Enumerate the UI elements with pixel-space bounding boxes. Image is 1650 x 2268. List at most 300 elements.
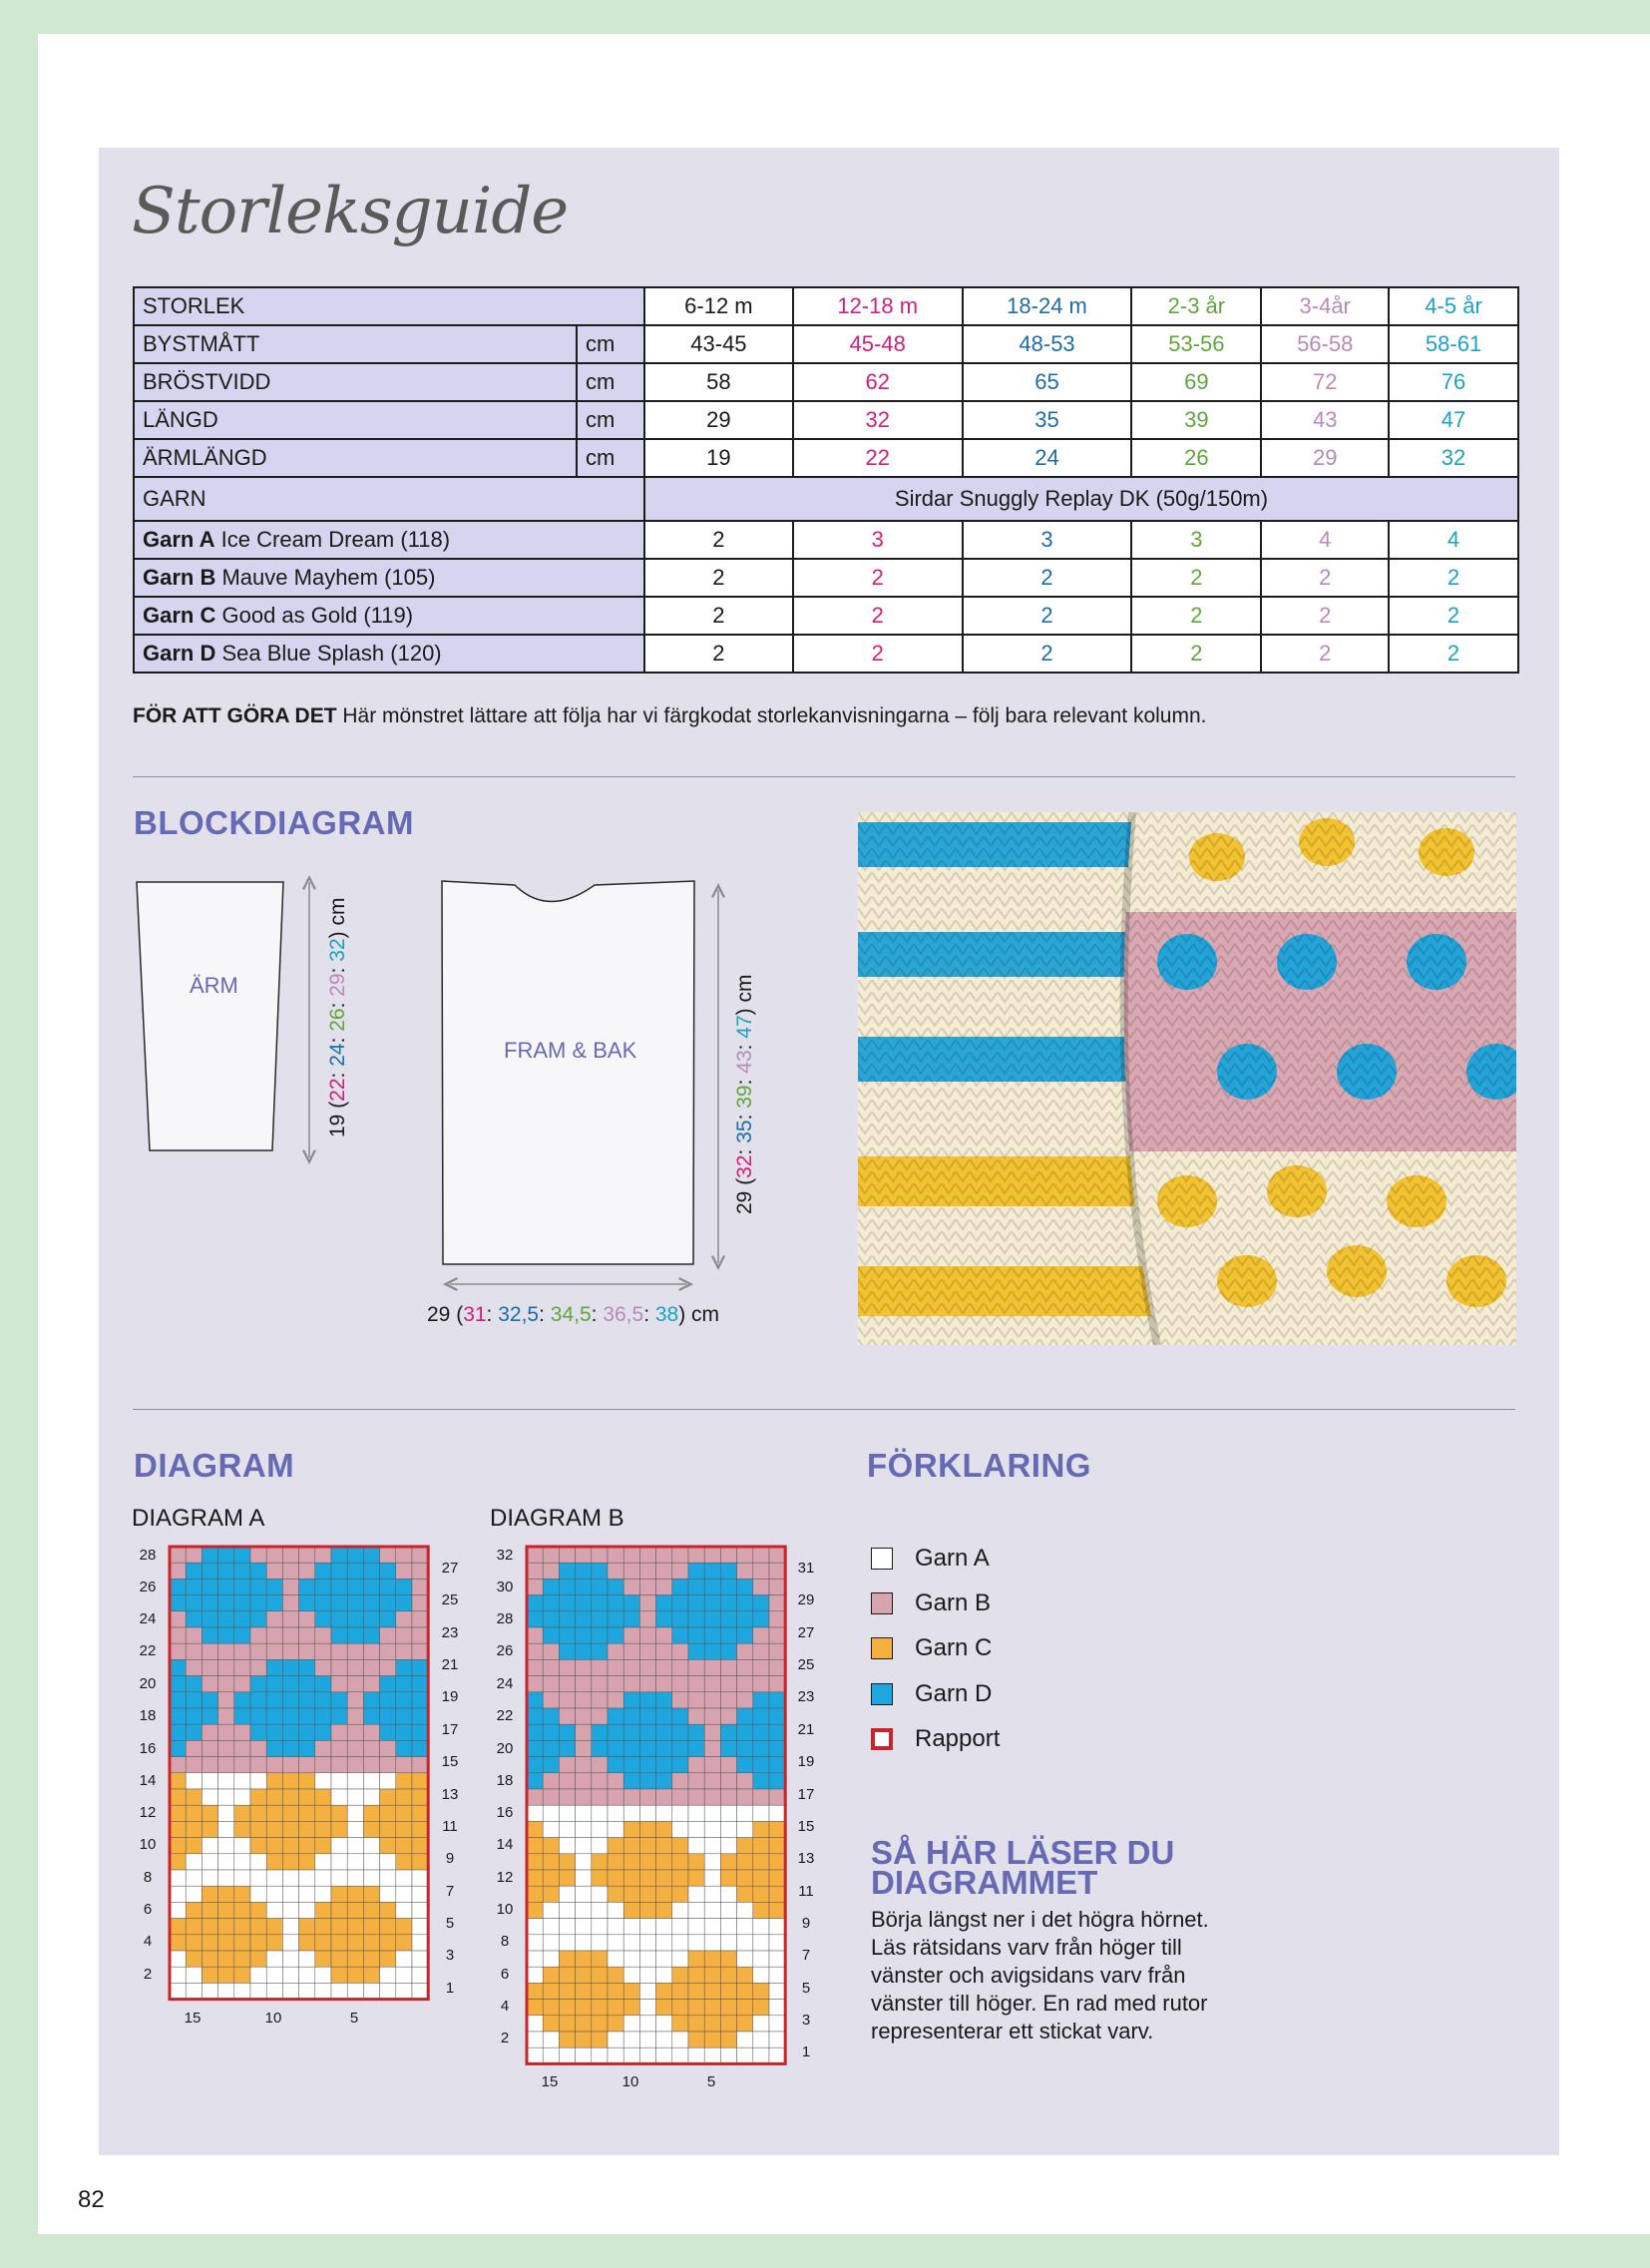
chart-cell (639, 1838, 655, 1854)
chart-cell (363, 1547, 379, 1563)
chart-cell (396, 1547, 412, 1563)
row-number: 19 (441, 1688, 459, 1705)
chart-cell (592, 1902, 608, 1918)
chart-cell (527, 1935, 543, 1951)
chart-cell (737, 1547, 753, 1563)
chart-cell (576, 1902, 592, 1918)
chart-cell (315, 1740, 331, 1756)
measure-unit: cm (577, 363, 644, 401)
chart-cell (543, 2016, 559, 2032)
chart-cell (737, 1967, 753, 1983)
chart-cell (363, 1611, 379, 1627)
chart-cell (218, 1805, 234, 1821)
chart-cell (737, 1563, 753, 1579)
chart-cell (218, 1919, 234, 1935)
chart-cell (672, 2000, 688, 2016)
chart-cell (559, 1773, 575, 1789)
row-number: 21 (797, 1721, 815, 1738)
chart-cell (412, 1838, 428, 1854)
chart-cell (266, 1579, 282, 1594)
chart-cell (363, 1773, 379, 1789)
cell: 2 (1131, 559, 1261, 597)
chart-cell (576, 2032, 592, 2047)
chart-cell (608, 1902, 623, 1918)
cell: 29 (1261, 439, 1389, 477)
chart-cell (720, 1659, 736, 1675)
page-number: 82 (78, 2186, 105, 2213)
chart-cell (299, 1595, 315, 1611)
chart-cell (576, 1724, 592, 1740)
chart-cell (704, 1789, 720, 1805)
chart-cell (623, 1854, 639, 1870)
chart-cell (202, 1821, 217, 1837)
table-row (134, 439, 1518, 477)
chart-cell (769, 1676, 785, 1692)
chart-cell (704, 1886, 720, 1902)
chart-cell (559, 2016, 575, 2032)
chart-cell (704, 1563, 720, 1579)
chart-cell (769, 1902, 785, 1918)
chart-cell (266, 1595, 282, 1611)
chart-cell (186, 1821, 202, 1837)
chart-cell (412, 1983, 428, 1999)
legend-item (871, 1545, 990, 1573)
table-row (134, 477, 1518, 521)
chart-cell (412, 1611, 428, 1627)
cell: 2 (963, 635, 1132, 673)
chart-cell (218, 1902, 234, 1918)
chart-cell (234, 1611, 250, 1627)
chart-cell (656, 2000, 672, 2016)
chart-cell (234, 1951, 250, 1967)
chart-cell (186, 1708, 202, 1724)
chart-cell (396, 1951, 412, 1967)
chart-cell (266, 1757, 282, 1773)
chart-cell (347, 1805, 363, 1821)
chart-cell (559, 1886, 575, 1902)
yarn-name: Garn B (143, 565, 216, 590)
chart-cell (543, 1692, 559, 1708)
swatch-icon (871, 1592, 893, 1614)
chart-cell (527, 1627, 543, 1643)
chart-cell (623, 1724, 639, 1740)
meas: 32,5 (498, 1303, 540, 1326)
chart-cell (186, 1724, 202, 1740)
chart-cell (218, 1563, 234, 1579)
chart-cell (737, 1595, 753, 1611)
chart-cell (380, 1563, 396, 1579)
chart-cell (559, 1708, 575, 1724)
legend-heading: FÖRKLARING (867, 1447, 1091, 1484)
chart-cell (347, 1676, 363, 1692)
chart-cell (769, 1579, 785, 1594)
chart-cell (331, 1773, 347, 1789)
chart-cell (656, 1902, 672, 1918)
chart-cell (363, 1821, 379, 1837)
chart-cell (623, 1692, 639, 1708)
chart-cell (363, 1595, 379, 1611)
chart-cell (656, 1805, 672, 1821)
chart-cell (720, 1740, 736, 1756)
chart-cell (688, 1967, 704, 1983)
chart-cell (576, 1563, 592, 1579)
chart-cell (559, 1983, 575, 1999)
cell: 39 (1131, 401, 1261, 439)
chart-cell (527, 1854, 543, 1870)
chart-cell (299, 1935, 315, 1951)
chart-cell (576, 1854, 592, 1870)
chart-cell (737, 1627, 753, 1643)
chart-cell (559, 2047, 575, 2063)
chart-cell (639, 1983, 655, 1999)
chart-cell (753, 1870, 769, 1886)
chart-cell (412, 1886, 428, 1902)
chart-cell (299, 1611, 315, 1627)
swatch-icon (871, 1637, 893, 1659)
chart-cell (299, 1983, 315, 1999)
chart-cell (380, 1627, 396, 1643)
chart-cell (282, 1757, 298, 1773)
row-number: 27 (441, 1560, 459, 1577)
chart-cell (412, 1854, 428, 1870)
chart-cell (672, 2016, 688, 2032)
chart-cell (623, 1547, 639, 1563)
cell: 32 (793, 401, 963, 439)
chart-cell (559, 1789, 575, 1805)
chart-cell (737, 1935, 753, 1951)
chart-cell (250, 1821, 266, 1837)
meas: 32 (326, 938, 349, 962)
chart-cell (412, 1805, 428, 1821)
chart-cell (623, 1595, 639, 1611)
chart-cell (672, 1773, 688, 1789)
chart-cell (396, 1789, 412, 1805)
chart-cell (639, 1805, 655, 1821)
chart-cell (234, 1676, 250, 1692)
chart-cell (672, 1676, 688, 1692)
row-number: 5 (445, 1915, 455, 1932)
chart-cell (250, 1935, 266, 1951)
chart-cell (672, 1821, 688, 1837)
chart-cell (672, 1886, 688, 1902)
chart-cell (527, 1724, 543, 1740)
row-number: 9 (445, 1850, 455, 1867)
chart-cell (623, 1951, 639, 1967)
chart-cell (412, 1789, 428, 1805)
chart-cell (769, 1708, 785, 1724)
chart-cell (688, 1627, 704, 1643)
chart-cell (753, 1919, 769, 1935)
chart-cell (737, 1692, 753, 1708)
chart-cell (720, 1627, 736, 1643)
chart-cell (704, 1805, 720, 1821)
chart-cell (639, 2032, 655, 2047)
chart-cell (592, 2047, 608, 2063)
measure-unit: cm (577, 325, 644, 363)
chart-cell (592, 1547, 608, 1563)
chart-cell (266, 1643, 282, 1659)
yarn-name: Garn A (143, 527, 215, 552)
chart-cell (688, 1724, 704, 1740)
chart-cell (592, 2016, 608, 2032)
chart-cell (315, 1676, 331, 1692)
chart-cell (234, 1789, 250, 1805)
row-number: 27 (797, 1624, 815, 1641)
chart-cell (396, 1611, 412, 1627)
measure-label: BYSTMÅTT (134, 325, 577, 363)
chart-cell (688, 1611, 704, 1627)
body-label: FRAM & BAK (504, 1038, 637, 1063)
chart-cell (576, 1886, 592, 1902)
chart-cell (608, 1692, 623, 1708)
chart-cell (576, 1547, 592, 1563)
chart-cell (170, 1951, 186, 1967)
chart-cell (769, 1611, 785, 1627)
size-col: 6-12 m (644, 287, 793, 325)
chart-cell (234, 1902, 250, 1918)
chart-cell (720, 1854, 736, 1870)
chart-cell (396, 1935, 412, 1951)
chart-cell (412, 1692, 428, 1708)
yarn-label (134, 597, 644, 635)
chart-cell (559, 1659, 575, 1675)
row-number: 16 (496, 1804, 514, 1821)
chart-cell (331, 1967, 347, 1983)
cell: 4 (1389, 521, 1518, 559)
chart-cell (672, 1627, 688, 1643)
chart-cell (170, 1919, 186, 1935)
chart-cell (704, 1821, 720, 1837)
chart-cell (299, 1724, 315, 1740)
chart-cell (331, 1724, 347, 1740)
chart-cell (543, 1643, 559, 1659)
chart-cell (737, 1579, 753, 1594)
chart-cell (380, 1659, 396, 1675)
chart-cell (218, 1983, 234, 1999)
chart-cell (527, 1708, 543, 1724)
chart-cell (720, 1676, 736, 1692)
chart-cell (737, 1740, 753, 1756)
chart-cell (656, 1659, 672, 1675)
chart-cell (753, 1854, 769, 1870)
chart-cell (559, 1611, 575, 1627)
chart-cell (720, 1757, 736, 1773)
chart-cell (639, 1821, 655, 1837)
chart-cell (412, 1676, 428, 1692)
chart-cell (656, 1595, 672, 1611)
chart-cell (623, 1935, 639, 1951)
col-number: 10 (621, 2073, 639, 2090)
chart-cell (639, 1919, 655, 1935)
chart-cell (543, 1805, 559, 1821)
row-number: 9 (801, 1915, 811, 1932)
chart-cell (608, 1757, 623, 1773)
chart-cell (704, 2000, 720, 2016)
chart-cell (639, 1854, 655, 1870)
chart-cell (331, 1870, 347, 1886)
table-row (134, 521, 1518, 559)
chart-cell (250, 1579, 266, 1594)
chart-cell (737, 2000, 753, 2016)
chart-cell (412, 1967, 428, 1983)
chart-cell (234, 1579, 250, 1594)
chart-cell (250, 1643, 266, 1659)
row-number: 15 (797, 1818, 815, 1835)
row-number: 4 (143, 1933, 153, 1950)
chart-cell (753, 1659, 769, 1675)
chart-cell (170, 1627, 186, 1643)
chart-cell (347, 1854, 363, 1870)
diagram-heading: DIAGRAM (134, 1447, 295, 1484)
chart-cell (753, 1789, 769, 1805)
chart-cell (315, 1773, 331, 1789)
sleeve-shape (137, 882, 283, 1150)
chart-cell (234, 1854, 250, 1870)
chart-cell (576, 1708, 592, 1724)
chart-cell (347, 1967, 363, 1983)
chart-cell (688, 1643, 704, 1659)
table-row (134, 363, 1518, 401)
chart-cell (656, 2032, 672, 2047)
chart-cell (315, 1611, 331, 1627)
chart-cell (720, 1886, 736, 1902)
col-number: 10 (264, 2010, 282, 2027)
chart-cell (688, 1595, 704, 1611)
measure-unit: cm (577, 401, 644, 439)
chart-cell (170, 1643, 186, 1659)
chart-cell (315, 1821, 331, 1837)
chart-cell (737, 1611, 753, 1627)
chart-cell (266, 1902, 282, 1918)
chart-cell (363, 1902, 379, 1918)
meas: 22 (326, 1078, 349, 1102)
chart-cell (720, 1821, 736, 1837)
yarn-label (134, 521, 644, 559)
cell: 22 (793, 439, 963, 477)
chart-cell (527, 1838, 543, 1854)
chart-cell (688, 1547, 704, 1563)
chart-cell (347, 1935, 363, 1951)
chart-cell (218, 1659, 234, 1675)
chart-cell (527, 1692, 543, 1708)
legend-label: Rapport (915, 1725, 1001, 1752)
chart-cell (769, 1983, 785, 1999)
chart-cell (592, 2000, 608, 2016)
chart-cell (543, 1902, 559, 1918)
howto-text: Börja längst ner i det högra hörnet. Läs rätsidans varv från höger till vänster och avigsidans varv från vänster till höger. En rad med rutor representerar ett stickat varv. (871, 1907, 1209, 2043)
chart-cell (363, 1805, 379, 1821)
swatch-icon (871, 1548, 893, 1570)
chart-cell (737, 1838, 753, 1854)
cell: 2 (644, 521, 793, 559)
chart-cell (347, 1627, 363, 1643)
chart-cell (170, 1773, 186, 1789)
knitted-sample-photo (858, 812, 1516, 1345)
meas: 29 (326, 973, 349, 997)
chart-cell (299, 1757, 315, 1773)
chart-cell (753, 1886, 769, 1902)
chart-cell (315, 1967, 331, 1983)
chart-cell (592, 1838, 608, 1854)
cell: 2 (1389, 597, 1518, 635)
chart-cell (737, 1919, 753, 1935)
chart-cell (769, 1563, 785, 1579)
chart-cell (704, 1902, 720, 1918)
row-number: 1 (801, 2043, 811, 2060)
chart-cell (218, 1547, 234, 1563)
chart-cell (720, 1643, 736, 1659)
chart-cell (363, 1708, 379, 1724)
chart-cell (753, 1902, 769, 1918)
chart-cell (202, 1547, 217, 1563)
chart-cell (170, 1838, 186, 1854)
chart-cell (720, 1579, 736, 1594)
yarn-desc: Good as Gold (119) (221, 603, 414, 628)
chart-cell (527, 1805, 543, 1821)
chart-cell (331, 1951, 347, 1967)
chart-cell (299, 1563, 315, 1579)
chart-cell (218, 1676, 234, 1692)
chart-cell (380, 1595, 396, 1611)
chart-cell (331, 1708, 347, 1724)
chart-cell (218, 1854, 234, 1870)
chart-cell (527, 1643, 543, 1659)
chart-cell (250, 1563, 266, 1579)
chart-cell (737, 1951, 753, 1967)
chart-cell (266, 1740, 282, 1756)
chart-cell (363, 1967, 379, 1983)
chart-cell (753, 1676, 769, 1692)
chart-cell (672, 1902, 688, 1918)
meas: 39 (733, 1085, 756, 1109)
chart-cell (639, 1547, 655, 1563)
chart-cell (299, 1854, 315, 1870)
chart-cell (396, 1805, 412, 1821)
chart-cell (266, 1789, 282, 1805)
chart-cell (737, 1902, 753, 1918)
chart-cell (559, 1821, 575, 1837)
legend-label: Garn D (915, 1680, 993, 1707)
chart-cell (543, 1611, 559, 1627)
chart-cell (543, 2000, 559, 2016)
chart-cell (266, 1886, 282, 1902)
length-measure: 29 (32: 35: 39: 43: 47) cm (733, 974, 756, 1214)
chart-cell (218, 1579, 234, 1594)
chart-cell (592, 1821, 608, 1837)
chart-cell (527, 1595, 543, 1611)
chart-cell (559, 1757, 575, 1773)
chart-cell (347, 1983, 363, 1999)
chart-cell (282, 1789, 298, 1805)
meas: 24 (326, 1043, 349, 1067)
yarn-name: Garn D (143, 641, 216, 666)
meas: 47 (733, 1015, 756, 1039)
chart-cell (576, 1789, 592, 1805)
chart-cell (623, 1708, 639, 1724)
yarn-label (134, 635, 644, 673)
chart-cell (672, 1757, 688, 1773)
chart-cell (639, 1789, 655, 1805)
chart-cell (672, 1595, 688, 1611)
chart-cell (347, 1902, 363, 1918)
chart-cell (737, 2047, 753, 2063)
col-number: 15 (541, 2073, 559, 2090)
chart-cell (769, 1951, 785, 1967)
chart-cell (315, 1886, 331, 1902)
chart-cell (704, 1595, 720, 1611)
chart-cell (672, 1692, 688, 1708)
chart-cell (639, 1708, 655, 1724)
